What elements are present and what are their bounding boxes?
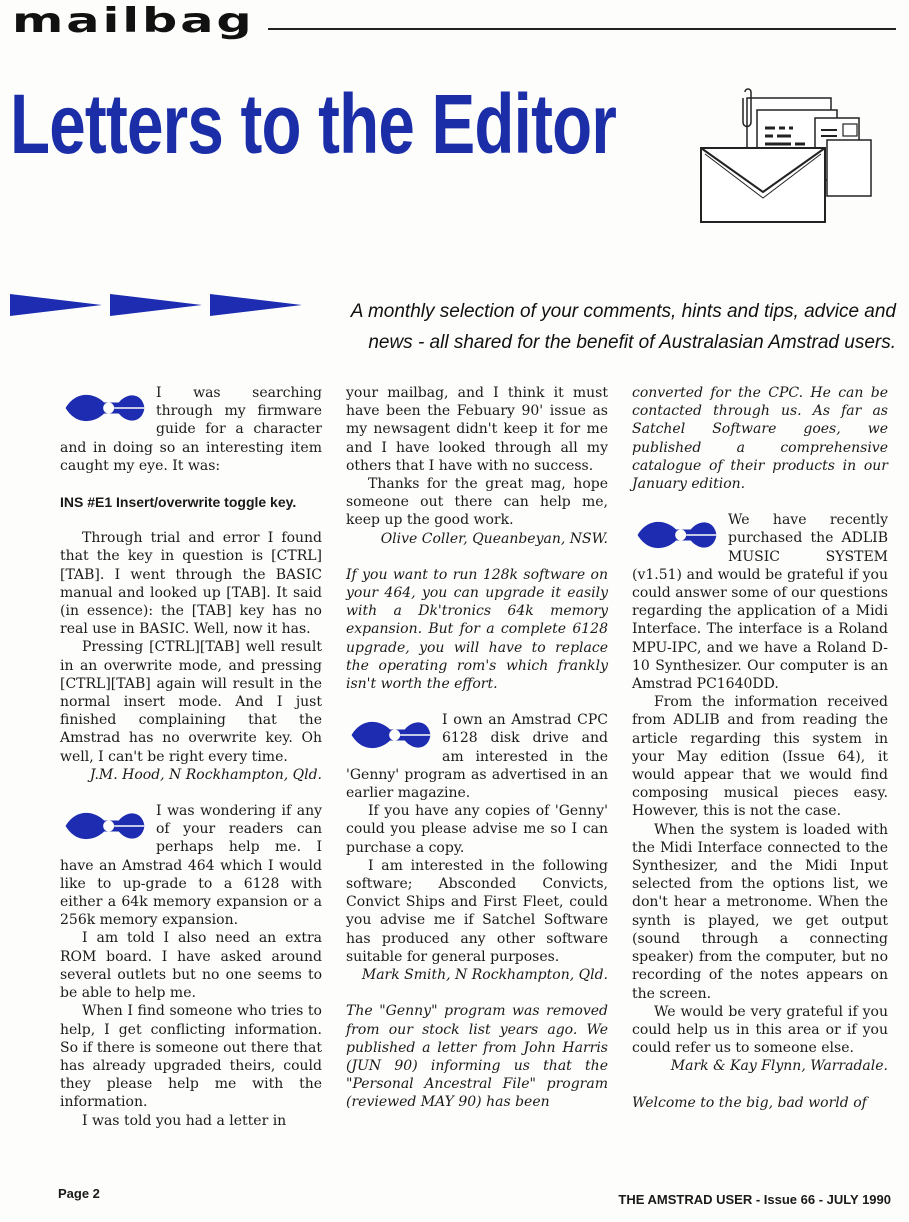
letter-3-paragraph: If you have any copies of 'Genny' could you please advise me so I can purchase a copy. bbox=[346, 803, 608, 856]
pen-nib-icon bbox=[60, 386, 150, 430]
editor-reply: The "Genny" program was removed from our stock list years ago. We published a letter from John Harris (JUN 90) informing us that the "Personal Ancestral File" program (reviewed MAY 90) has been bbox=[346, 1003, 608, 1111]
column-3 bbox=[632, 384, 888, 1112]
column-1 bbox=[60, 384, 322, 1130]
page-number: Page 2 bbox=[58, 1186, 100, 1201]
letter-2-paragraph: When I find someone who tries to help, I get conflicting information. So if there is someone out there that has already upgraded theirs, could they please help me with the information. bbox=[60, 1003, 322, 1111]
pen-nib-icon bbox=[632, 513, 722, 557]
arrow-right-icon bbox=[10, 290, 310, 320]
letter-3-signature: Mark Smith, N Rockhampton, Qld. bbox=[361, 967, 608, 984]
section-rule bbox=[268, 28, 896, 30]
letter-4-paragraph: From the information received from ADLIB and from reading the article regarding this system in your May edition (Issue 64), it would appear that we would find composing musical pieces easy. However, this is not the case. bbox=[632, 694, 888, 820]
issue-info: THE AMSTRAD USER - Issue 66 - JULY 1990 bbox=[618, 1192, 891, 1207]
letter-2-paragraph: your mailbag, and I think it must have been the Febuary 90' issue as my newsagent didn't keep it for me and I have looked through all my others that I have with no success. bbox=[346, 385, 608, 474]
letter-3-paragraph: I own an Amstrad CPC 6128 disk drive and am interested in the 'Genny' program as advertised in an earlier magazine. bbox=[346, 712, 608, 802]
letter-4-paragraph: We have recently purchased the ADLIB MUSIC SYSTEM (v1.51) and would be grateful if you could answer some of our questions regarding the application of a Midi Interface. The interface is a Roland MPU-IPC, and we have a Roland D-10 Synthesizer. Our computer is an Amstrad PC1640DD. bbox=[632, 512, 888, 693]
section-label: mailbag bbox=[12, 1, 255, 41]
letter-2-signature: Olive Coller, Queanbeyan, NSW. bbox=[380, 530, 608, 547]
letter-2-paragraph: I am told I also need an extra ROM board. I have asked around several outlets but no one seems to be able to help me. bbox=[60, 930, 322, 1002]
pen-nib-icon bbox=[346, 713, 436, 757]
page-title: Letters to the Editor bbox=[10, 77, 617, 171]
letter-2-paragraph: I was told you had a letter in bbox=[82, 1112, 287, 1129]
editor-reply: Welcome to the big, bad world of bbox=[632, 1094, 867, 1111]
intro-text: A monthly selection of your comments, hints and tips, advice and news - all shared for the benefit of Australasian Amstrad users. bbox=[350, 301, 896, 353]
editor-reply: converted for the CPC. He can be contacted through us. As far as Satchel Software goes, we published a comprehensive catalogue of their products in our January edition. bbox=[632, 385, 888, 493]
letter-1-paragraph: I was searching through my firmware guide for a character and in doing so an interesting item caught my eye. It was: bbox=[60, 385, 322, 474]
letter-2-paragraph: Thanks for the great mag, hope someone out there can help me, keep up the good work. bbox=[346, 476, 608, 529]
letter-4-paragraph: We would be very grateful if you could help us in this area or if you could refer us to someone else. bbox=[632, 1003, 888, 1057]
column-2 bbox=[346, 384, 608, 1112]
letter-4-signature: Mark & Kay Flynn, Warradale. bbox=[670, 1058, 888, 1075]
pen-nib-icon bbox=[60, 804, 150, 848]
envelope-icon bbox=[695, 88, 895, 238]
letter-2-paragraph: I was wondering if any of your readers can perhaps help me. I have an Amstrad 464 which I would like to up-grade to a 6128 with either a 64k memory expansion or a 256k memory expansion. bbox=[60, 803, 322, 929]
letter-1-paragraph: Through trial and error I found that the key in question is [CTRL][TAB]. I went through the BASIC manual and looked up [TAB]. It said (in essence): the [TAB] key has no real use in BASIC. Well, now it has. bbox=[60, 530, 322, 638]
letter-3-paragraph: I am interested in the following software; Absconded Convicts, Convict Ships and First Fleet, could you advise me if Satchel Software has produced any other software suitable for general purposes. bbox=[346, 857, 608, 965]
letter-1-code: INS #E1 Insert/overwrite toggle key. bbox=[60, 494, 297, 511]
editor-reply: If you want to run 128k software on your 464, you can upgrade it easily with a Dk'tronics 64k memory expansion. But for a complete 6128 upgrade, you will have to replace the operating rom's which frankly isn't worth the effort. bbox=[346, 566, 608, 693]
letter-1-paragraph: Pressing [CTRL][TAB] well result in an overwrite mode, and pressing [CTRL][TAB] again will result in the normal insert mode. And I just finished complaining that the Amstrad has no overwrite key. Oh well, I can't be right every time. bbox=[60, 639, 322, 765]
letter-1-signature: J.M. Hood, N Rockhampton, Qld. bbox=[89, 766, 322, 783]
letter-4-paragraph: When the system is loaded with the Midi Interface connected to the Synthesizer, and the Midi Input selected from the options list, we don't hear a metronome. When the synth is played, we get output (sound through a connecting speaker) from the computer, but no recording of the notes appears on the screen. bbox=[632, 821, 888, 1002]
